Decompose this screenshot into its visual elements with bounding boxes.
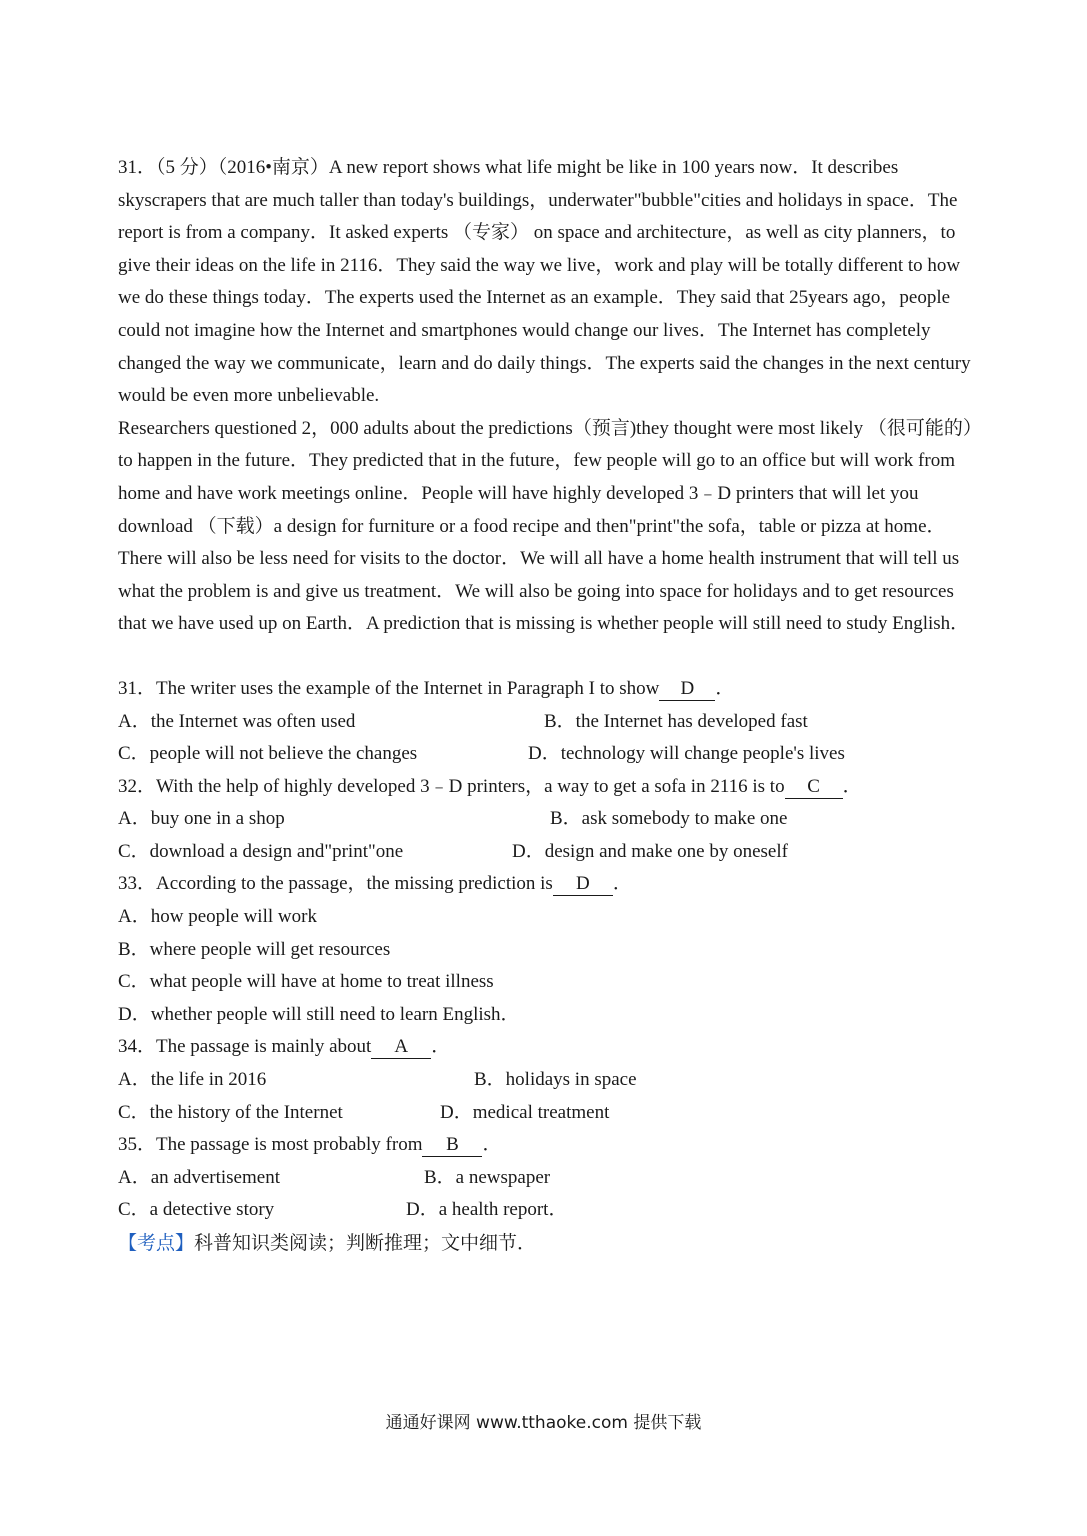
option-d: D．a health report． — [406, 1199, 568, 1221]
question-end: ． — [612, 873, 632, 895]
question-35 — [118, 1129, 978, 1162]
question-end: ． — [715, 677, 735, 699]
question-34 — [118, 1031, 978, 1064]
option-d: D．whether people will still need to learn English． — [118, 1003, 520, 1025]
answer-blank: B — [422, 1134, 482, 1157]
answer-blank: D — [553, 873, 613, 896]
option-b: B．where people will get resources — [118, 938, 391, 960]
option-d: D．technology will change people's lives — [528, 743, 845, 765]
options-33 — [118, 901, 978, 1031]
question-stem: 34．The passage is mainly about — [118, 1036, 372, 1058]
options-34-cd — [118, 1097, 978, 1130]
page-footer: 通通好课网 www.tthaoke.com 提供下载 — [385, 1413, 702, 1433]
option-a: A．an advertisement — [118, 1166, 280, 1188]
question-end: ． — [431, 1036, 451, 1058]
option-b: B．the Internet has developed fast — [544, 710, 808, 732]
options-32-ab — [118, 803, 978, 836]
options-31 — [118, 706, 978, 739]
option-c: C．a detective story — [118, 1199, 275, 1221]
options-31-cd — [118, 738, 978, 771]
answer-blank: A — [371, 1036, 431, 1059]
option-c: C．download a design and"print"one — [118, 840, 404, 862]
question-stem: 33．According to the passage，the missing prediction is — [118, 873, 553, 895]
options-34-ab — [118, 1064, 978, 1097]
question-stem: 35．The passage is most probably from — [118, 1134, 423, 1156]
question-31 — [118, 673, 978, 706]
option-a: A．the Internet was often used — [118, 710, 356, 732]
question-stem: 31．The writer uses the example of the Internet in Paragraph I to show — [118, 677, 660, 699]
option-b: B．ask somebody to make one — [550, 808, 788, 830]
kaodian-text: 科普知识类阅读；判断推理；文中细节． — [194, 1232, 537, 1254]
option-b: B．holidays in space — [474, 1069, 637, 1091]
option-a: A．buy one in a shop — [118, 808, 285, 830]
option-c: C．the history of the Internet — [118, 1101, 343, 1123]
question-32 — [118, 771, 978, 804]
document-body — [118, 152, 978, 1260]
question-33 — [118, 868, 978, 901]
kaodian-line — [118, 1227, 978, 1260]
option-d: D．medical treatment — [440, 1101, 610, 1123]
option-c: C．people will not believe the changes — [118, 743, 418, 765]
question-stem: 32．With the help of highly developed 3﹣D printers，a way to get a sofa in 2116 is to — [118, 775, 785, 797]
option-a: A．how people will work — [118, 906, 317, 928]
passage-paragraph-1: 31．（5 分）（2016•南京）A new report shows what life might be like in 100 years now．It describes skyscrapers that are much taller than today's buildings，underwater"bubble"cities and holidays in space．The report is from a company．It asked experts （专家） on space and architecture，as well as city planners，to give their ideas on the life in 2116．They said the way we live，work and play will be totally different to how we do these things today．The experts used the Internet as an example．They said that 25years ago，people could not imagine how the Internet and smartphones would change our lives．The Internet has completely changed the way we communicate，learn and do daily things．The experts said the changes in the next century would be even more unbelievable. — [118, 157, 976, 407]
question-end: ． — [842, 775, 862, 797]
answer-blank: C — [785, 776, 843, 799]
option-a: A．the life in 2016 — [118, 1069, 267, 1091]
options-35-cd — [118, 1194, 978, 1227]
question-end: ． — [482, 1134, 502, 1156]
answer-blank: D — [659, 678, 715, 701]
passage-paragraph-2: Researchers questioned 2，000 adults about the predictions（预言)they thought were most likely （很可能的）to happen in the future．They predicted that in the future，few people will go to an office but will work from home and have work meetings online．People will have highly developed 3﹣D printers that will let you download （下载）a design for furniture or a food recipe and then"print"the sofa，table or pizza at home．There will also be less need for visits to the doctor．We will all have a home health instrument that will tell us what the problem is and give us treatment．We will also be going into space for holidays and to get resources that we have used up on Earth．A prediction that is missing is whether people will still need to study English． — [118, 417, 973, 635]
kaodian-tag: 【考点】 — [118, 1232, 195, 1254]
options-35-ab — [118, 1162, 978, 1195]
option-b: B．a newspaper — [424, 1166, 551, 1188]
option-c: C．what people will have at home to treat illness — [118, 971, 494, 993]
option-d: D．design and make one by oneself — [512, 840, 788, 862]
options-32-cd — [118, 836, 978, 869]
